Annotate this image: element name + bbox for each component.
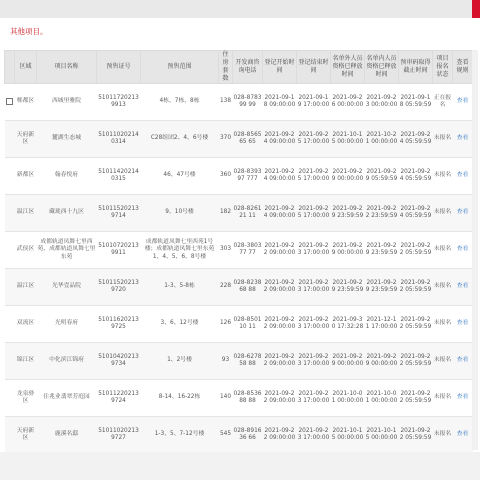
- cell-select: [5, 232, 15, 269]
- cell-in-qual-time: 2021-12-11 17:00:00: [365, 306, 399, 343]
- cell-lottery-time: 2021-09-24 05:59:59: [399, 158, 433, 195]
- cell-in-qual-time: 2021-09-22 23:59:59: [365, 195, 399, 232]
- header-reg-start: 登记开始时间: [263, 51, 297, 84]
- cell-project-name: 西城里雅院: [37, 84, 97, 121]
- table-row: [5, 121, 473, 158]
- table-header-row: [5, 51, 473, 84]
- cell-district: 武侯区: [15, 232, 37, 269]
- cell-reg-start: 2021-09-22 09:00:00: [263, 343, 297, 380]
- cell-presale-no: 510104202139734: [97, 343, 141, 380]
- view-rules-link[interactable]: 查看: [453, 121, 473, 158]
- cell-dev-phone: 028-839397 777: [233, 158, 263, 195]
- header-status: 项目报名状态: [433, 51, 453, 84]
- cell-status: 未报名: [433, 306, 453, 343]
- cell-housing-units: 545: [219, 417, 233, 454]
- cell-project-name: 光明春府: [37, 306, 97, 343]
- cell-presale-no: 510117202139913: [97, 84, 141, 121]
- cell-district: 天府新区: [15, 417, 37, 454]
- cell-housing-units: 182: [219, 195, 233, 232]
- table-row: [5, 343, 473, 380]
- header-dev-phone: 开发商咨询电话: [233, 51, 263, 84]
- cell-project-name: 藏珑西十九区: [37, 195, 97, 232]
- cell-reg-end: 2021-09-23 17:00:00: [297, 269, 331, 306]
- cell-presale-scope: 4栋、7栋、8栋: [141, 84, 219, 121]
- cell-housing-units: 138: [219, 84, 233, 121]
- cell-out-qual-time: 2021-10-01 00:00:00: [331, 380, 365, 417]
- cell-presale-scope: 3、6、12号楼: [141, 306, 219, 343]
- cell-housing-units: 140: [219, 380, 233, 417]
- cell-reg-end: 2021-09-25 17:00:00: [297, 158, 331, 195]
- table-row: [5, 306, 473, 343]
- table-row: [5, 84, 473, 121]
- cell-in-qual-time: 2021-09-29 00:00:00: [365, 343, 399, 380]
- table-row: [5, 417, 473, 454]
- cell-district: 双流区: [15, 306, 37, 343]
- cell-dev-phone: 028-850110 11: [233, 306, 263, 343]
- cell-lottery-time: 2021-09-22 05:59:59: [399, 269, 433, 306]
- cell-reg-end: 2021-09-23 17:00:00: [297, 380, 331, 417]
- cell-district: 郫都区: [15, 84, 37, 121]
- cell-select: [5, 306, 15, 343]
- cell-project-name: 鹿溪名邸: [37, 417, 97, 454]
- cell-housing-units: 303: [219, 232, 233, 269]
- cell-reg-start: 2021-09-22 09:00:00: [263, 232, 297, 269]
- row-checkbox[interactable]: [6, 98, 13, 105]
- cell-out-qual-time: 2021-09-29 00:00:00: [331, 343, 365, 380]
- cell-status: 未报名: [433, 232, 453, 269]
- cell-project-name: 光华壹品院: [37, 269, 97, 306]
- cell-reg-end: 2021-09-23 17:00:00: [297, 343, 331, 380]
- cell-dev-phone: 028-823868 88: [233, 269, 263, 306]
- view-rules-link[interactable]: 查看: [453, 232, 473, 269]
- cell-out-qual-time: 2021-10-15 00:00:00: [331, 121, 365, 158]
- cell-select: [5, 84, 15, 121]
- view-rules-link[interactable]: 查看: [453, 343, 473, 380]
- cell-lottery-time: 2021-09-22 05:59:59: [399, 343, 433, 380]
- footer-area: [0, 452, 480, 480]
- view-rules-link[interactable]: 查看: [453, 195, 473, 232]
- cell-housing-units: 228: [219, 269, 233, 306]
- view-rules-link[interactable]: 查看: [453, 306, 473, 343]
- top-bar: [0, 0, 480, 18]
- cell-lottery-time: 2021-09-24 05:59:59: [399, 121, 433, 158]
- cell-select: [5, 343, 15, 380]
- cell-reg-start: 2021-09-22 09:00:00: [263, 380, 297, 417]
- cell-housing-units: 126: [219, 306, 233, 343]
- cell-status: 未报名: [433, 343, 453, 380]
- cell-lottery-time: 2021-09-22 05:59:59: [399, 380, 433, 417]
- cell-reg-end: 2021-09-25 17:00:00: [297, 121, 331, 158]
- cell-status: 正在报名: [433, 84, 453, 121]
- cell-out-qual-time: 2021-09-29 00:00:00: [331, 232, 365, 269]
- view-rules-link[interactable]: 查看: [453, 84, 473, 121]
- cell-in-qual-time: 2021-10-15 00:00:00: [365, 417, 399, 454]
- table-row: [5, 232, 473, 269]
- cell-status: 未报名: [433, 380, 453, 417]
- table-row: [5, 269, 473, 306]
- cell-out-qual-time: 2021-10-15 00:00:00: [331, 417, 365, 454]
- cell-reg-end: 2021-09-25 17:00:00: [297, 195, 331, 232]
- cell-presale-scope: 9、10号楼: [141, 195, 219, 232]
- cell-status: 未报名: [433, 417, 453, 454]
- cell-status: 未报名: [433, 121, 453, 158]
- table-row: [5, 158, 473, 195]
- cell-in-qual-time: 2021-10-01 00:00:00: [365, 380, 399, 417]
- view-rules-link[interactable]: 查看: [453, 269, 473, 306]
- cell-in-qual-time: 2021-09-29 23:59:59: [365, 232, 399, 269]
- cell-district: 锦江区: [15, 343, 37, 380]
- cell-lottery-time: 2021-09-22 05:59:59: [399, 306, 433, 343]
- cell-project-name: 麓湖生态城: [37, 121, 97, 158]
- project-table-container: [4, 50, 472, 450]
- cell-select: [5, 121, 15, 158]
- cell-status: 未报名: [433, 158, 453, 195]
- cell-lottery-time: 2021-09-18 05:59:59: [399, 84, 433, 121]
- cell-select: [5, 158, 15, 195]
- cell-reg-start: 2021-09-22 09:00:00: [263, 269, 297, 306]
- cell-presale-scope: 1-3、5-8栋: [141, 269, 219, 306]
- cell-presale-no: 510107202139911: [97, 232, 141, 269]
- cell-district: 龙泉驿区: [15, 380, 37, 417]
- cell-lottery-time: 2021-09-24 05:59:59: [399, 195, 433, 232]
- cell-presale-scope: 1-3、5、7-12号楼: [141, 417, 219, 454]
- cell-district: 温江区: [15, 269, 37, 306]
- cell-housing-units: 370: [219, 121, 233, 158]
- header-out-qual-time: 名单外人员资格已释放时间: [331, 51, 365, 84]
- cell-presale-no: 510116202139725: [97, 306, 141, 343]
- header-lottery-time: 预审码取得截止时间: [399, 51, 433, 84]
- cell-status: 未报名: [433, 269, 453, 306]
- cell-housing-units: 93: [219, 343, 233, 380]
- cell-presale-no: 510115202139714: [97, 195, 141, 232]
- cell-reg-start: 2021-09-22 09:00:00: [263, 306, 297, 343]
- cell-project-name: 翰春悦府: [37, 158, 97, 195]
- cell-presale-scope: 成都轨道凤舞七里西苑1号楼；成都轨道凤舞七里东苑1、4、5、6、8号楼: [141, 232, 219, 269]
- header-presale-no: 预售证号: [97, 51, 141, 84]
- cell-project-name: 成都轨道凤舞七里西苑、成都轨道凤舞七里东苑: [37, 232, 97, 269]
- cell-project-name: 住兆业翡翠芳庭园: [37, 380, 97, 417]
- header-in-qual-time: 名单内人员资格已释放时间: [365, 51, 399, 84]
- cell-presale-scope: C28组团2、4、6号楼: [141, 121, 219, 158]
- cell-select: [5, 417, 15, 454]
- cell-out-qual-time: 2021-09-29 23:59:59: [331, 195, 365, 232]
- cell-in-qual-time: 2021-09-23 00:00:00: [365, 84, 399, 121]
- cell-presale-no: 510110202140314: [97, 121, 141, 158]
- cell-out-qual-time: 2021-09-26 00:00:00: [331, 84, 365, 121]
- header-housing-units: 住房套数: [219, 51, 233, 84]
- cell-reg-start: 2021-09-24 09:00:00: [263, 158, 297, 195]
- table-row: [5, 380, 473, 417]
- cell-out-qual-time: 2021-09-29 00:00:00: [331, 158, 365, 195]
- cell-district: 温江区: [15, 195, 37, 232]
- cell-in-qual-time: 2021-09-29 05:59:59: [365, 158, 399, 195]
- cell-out-qual-time: 2021-09-30 17:32:28: [331, 306, 365, 343]
- cell-reg-end: 2021-09-23 17:00:00: [297, 306, 331, 343]
- cell-reg-start: 2021-09-18 09:00:00: [263, 84, 297, 121]
- cell-select: [5, 380, 15, 417]
- view-rules-link[interactable]: 查看: [453, 158, 473, 195]
- cell-presale-scope: 1、2号楼: [141, 343, 219, 380]
- scrollbar[interactable]: [472, 50, 478, 450]
- cell-dev-phone: 028-826121 11: [233, 195, 263, 232]
- top-bar-accent: [472, 0, 480, 18]
- table-row: [5, 195, 473, 232]
- header-reg-end: 登记结束时间: [297, 51, 331, 84]
- view-rules-link[interactable]: 查看: [453, 417, 473, 454]
- cell-project-name: 中化滨江锦府: [37, 343, 97, 380]
- cell-reg-start: 2021-09-22 09:00:00: [263, 417, 297, 454]
- cell-status: 未报名: [433, 195, 453, 232]
- page-heading: 其他项目。: [10, 27, 48, 36]
- cell-dev-phone: 028-878399 99: [233, 84, 263, 121]
- cell-select: [5, 195, 15, 232]
- cell-dev-phone: 028-853688 88: [233, 380, 263, 417]
- view-rules-link[interactable]: 查看: [453, 380, 473, 417]
- cell-dev-phone: 028-380377 77: [233, 232, 263, 269]
- header-checkbox: [5, 51, 15, 84]
- cell-in-qual-time: 2021-10-21 00:00:00: [365, 121, 399, 158]
- cell-dev-phone: 028-627858 88: [233, 343, 263, 380]
- cell-presale-no: 510110202139727: [97, 417, 141, 454]
- cell-district: 天府新区: [15, 121, 37, 158]
- cell-reg-end: 2021-09-23 17:00:00: [297, 417, 331, 454]
- cell-housing-units: 360: [219, 158, 233, 195]
- header-presale-scope: 预售范围: [141, 51, 219, 84]
- cell-in-qual-time: 2021-09-29 23:59:59: [365, 269, 399, 306]
- cell-reg-start: 2021-09-24 09:00:00: [263, 195, 297, 232]
- cell-presale-no: 510114202140315: [97, 158, 141, 195]
- cell-lottery-time: 2021-09-22 05:59:59: [399, 417, 433, 454]
- cell-reg-start: 2021-09-24 09:00:00: [263, 121, 297, 158]
- cell-presale-no: 510115202139720: [97, 269, 141, 306]
- cell-reg-end: 2021-09-23 17:00:00: [297, 232, 331, 269]
- cell-presale-scope: 46、47号楼: [141, 158, 219, 195]
- cell-presale-no: 510112202139724: [97, 380, 141, 417]
- header-district: 区域: [15, 51, 37, 84]
- cell-dev-phone: 028-891636 66: [233, 417, 263, 454]
- cell-dev-phone: 028-856565 65: [233, 121, 263, 158]
- cell-district: 新都区: [15, 158, 37, 195]
- cell-lottery-time: 2021-09-22 05:59:59: [399, 232, 433, 269]
- cell-out-qual-time: 2021-09-29 23:59:59: [331, 269, 365, 306]
- project-table: [4, 50, 473, 454]
- cell-reg-end: 2021-09-19 17:00:00: [297, 84, 331, 121]
- cell-select: [5, 269, 15, 306]
- cell-presale-scope: 8-14、16-22栋: [141, 380, 219, 417]
- table-body: [5, 84, 473, 454]
- header-project-name: 项目名称: [37, 51, 97, 84]
- header-rules: 查看规则: [453, 51, 473, 84]
